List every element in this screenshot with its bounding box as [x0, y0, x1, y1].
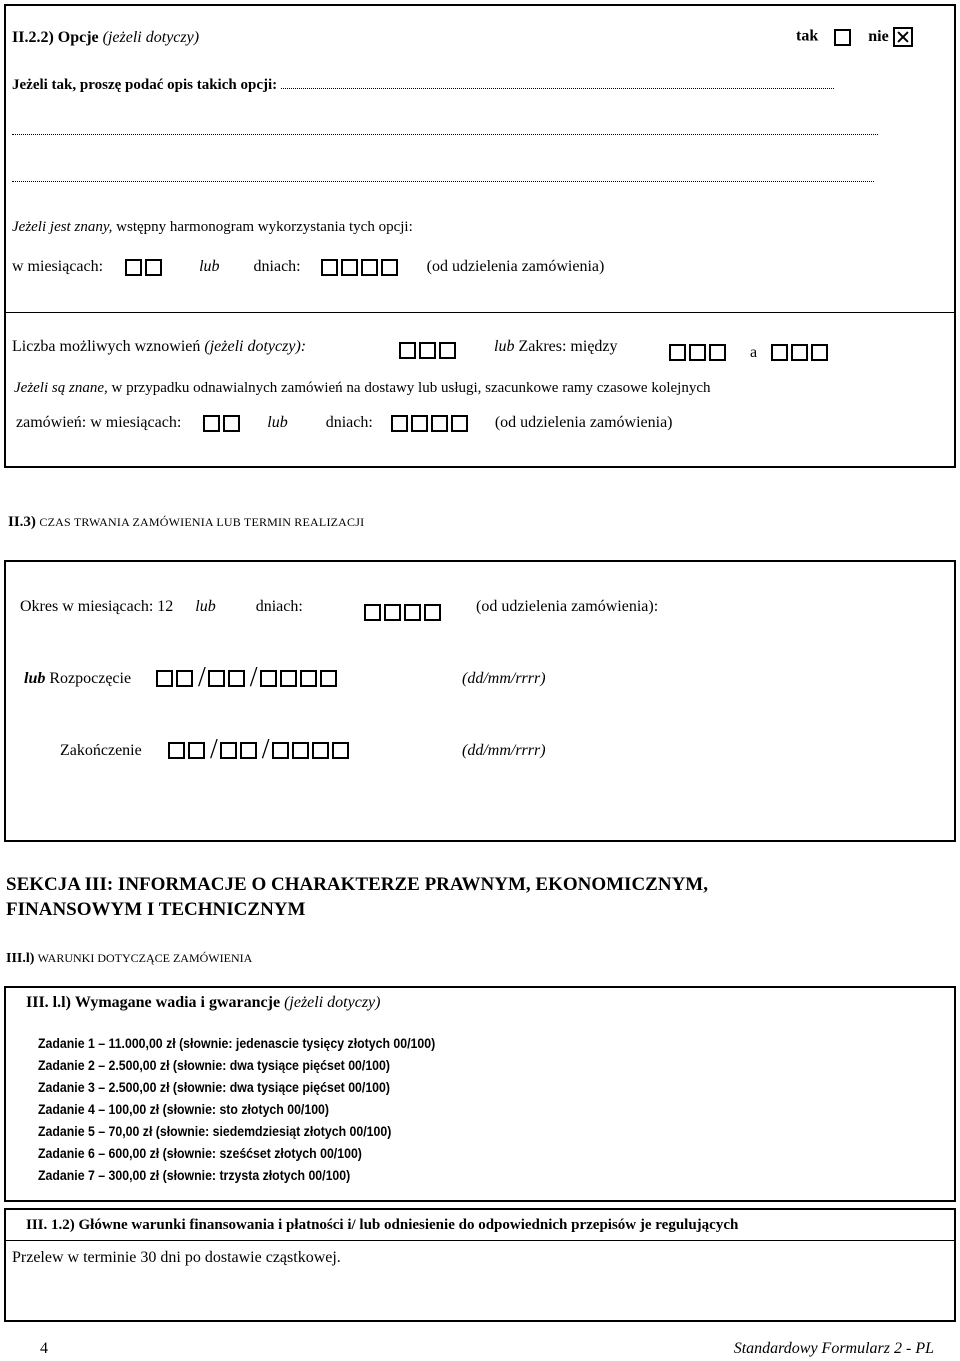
- schedule-from-award: (od udzielenia zamówienia): [426, 258, 605, 275]
- desc-fill-line-2[interactable]: [12, 123, 878, 135]
- options-box: [4, 4, 956, 468]
- start-lub: lub: [24, 670, 46, 687]
- deposits-label: Wymagane wadia i gwarancje: [74, 994, 281, 1011]
- payment-label: Główne warunki finansowania i płatności i/ lub odniesienie do odpowiednich przepisów je regulujących: [78, 1217, 739, 1233]
- date-separator: /: [261, 734, 270, 765]
- schedule-days-box[interactable]: [321, 259, 338, 276]
- end-year-box[interactable]: [332, 742, 349, 759]
- period-days-box[interactable]: [384, 604, 401, 621]
- schedule-days-box[interactable]: [381, 259, 398, 276]
- schedule-months-box[interactable]: [125, 259, 142, 276]
- tak-label: tak: [796, 27, 819, 45]
- start-month-box[interactable]: [208, 670, 225, 687]
- task-line-3: Zadanie 3 – 2.500,00 zł (słownie: dwa tysiące pięćset 00/100): [38, 1079, 390, 1095]
- payment-text: Przelew w terminie 30 dni po dostawie cząstkowej.: [12, 1249, 341, 1266]
- period-lub: lub: [195, 598, 216, 615]
- deposits-note: (jeżeli dotyczy): [284, 994, 381, 1011]
- period-days-box[interactable]: [364, 604, 381, 621]
- renewal-days-box[interactable]: [451, 415, 468, 432]
- range-from-boxes: [669, 344, 729, 361]
- schedule-days-box[interactable]: [341, 259, 358, 276]
- end-day-box[interactable]: [188, 742, 205, 759]
- nie-label: nie: [868, 27, 889, 45]
- end-year-box[interactable]: [292, 742, 309, 759]
- period-days-box[interactable]: [424, 604, 441, 621]
- renewal-italic: Jeżeli są znane,: [14, 380, 108, 396]
- period-from-award: (od udzielenia zamówienia):: [476, 598, 659, 615]
- nie-checkbox-checked[interactable]: [893, 27, 913, 47]
- options-desc-line: [12, 77, 834, 94]
- end-date-format: (dd/mm/rrrr): [462, 742, 546, 759]
- schedule-lub: lub: [199, 258, 220, 275]
- renewal-days-box[interactable]: [431, 415, 448, 432]
- renewals-line: [12, 338, 306, 356]
- start-label: Rozpoczęcie: [49, 670, 132, 687]
- range-to-box[interactable]: [791, 344, 808, 361]
- start-year-box[interactable]: [260, 670, 277, 687]
- payment-num: III. 1.2): [26, 1217, 75, 1233]
- section3-title-line2: FINANSOWYM I TECHNICZNYM: [6, 899, 306, 920]
- task-line-2: Zadanie 2 – 2.500,00 zł (słownie: dwa tysiące pięćset 00/100): [38, 1057, 390, 1073]
- task-line-6: Zadanie 6 – 600,00 zł (słownie: sześćset złotych 00/100): [38, 1145, 362, 1161]
- renewal-days-box[interactable]: [391, 415, 408, 432]
- task-line-5: Zadanie 5 – 70,00 zł (słownie: siedemdziesiąt złotych 00/100): [38, 1123, 392, 1139]
- start-year-box[interactable]: [280, 670, 297, 687]
- deposits-heading: [26, 994, 380, 1012]
- schedule-italic: Jeżeli jest znany,: [12, 219, 113, 235]
- options-divider: [6, 312, 954, 313]
- end-year-box[interactable]: [312, 742, 329, 759]
- end-label: Zakończenie: [60, 742, 142, 759]
- end-date-boxes: [168, 734, 352, 766]
- range-label: Zakres: między: [518, 338, 618, 355]
- duration-heading-num: II.3): [8, 514, 36, 530]
- renewal-period-line: [14, 380, 710, 397]
- start-line: [24, 670, 131, 688]
- renewals-box[interactable]: [399, 342, 416, 359]
- payment-heading: [26, 1217, 738, 1234]
- tak-nie-group: [796, 27, 913, 47]
- start-year-box[interactable]: [320, 670, 337, 687]
- options-desc-label: Jeżeli tak, proszę podać opis takich opcji:: [12, 77, 278, 93]
- range-to-box[interactable]: [811, 344, 828, 361]
- desc-fill-line-3-wrap: [12, 170, 874, 187]
- start-day-box[interactable]: [156, 670, 173, 687]
- options-heading-num: II.2.2): [12, 29, 54, 46]
- schedule-fields: [12, 258, 604, 276]
- period-line: [20, 598, 303, 616]
- range-from-box[interactable]: [669, 344, 686, 361]
- renewal-fields: [16, 414, 673, 432]
- schedule-days-label: dniach:: [253, 258, 301, 275]
- date-separator: /: [198, 662, 206, 693]
- page-number: 4: [40, 1340, 48, 1357]
- schedule-rest: wstępny harmonogram wykorzystania tych opcji:: [116, 219, 413, 235]
- renewal-rest: w przypadku odnawialnych zamówień na dostawy lub usługi, szacunkowe ramy czasowe kolejnych: [111, 380, 711, 396]
- schedule-months-box[interactable]: [145, 259, 162, 276]
- renewal-days-box[interactable]: [411, 415, 428, 432]
- renewal-months-label: zamówień: w miesiącach:: [16, 414, 182, 431]
- duration-heading: [8, 514, 364, 531]
- start-date-boxes: [156, 662, 340, 694]
- renewal-months-box[interactable]: [223, 415, 240, 432]
- end-day-box[interactable]: [168, 742, 185, 759]
- end-year-box[interactable]: [272, 742, 289, 759]
- period-days-box[interactable]: [404, 604, 421, 621]
- start-year-box[interactable]: [300, 670, 317, 687]
- deposits-num: III. l.l): [26, 994, 71, 1011]
- schedule-days-box[interactable]: [361, 259, 378, 276]
- form-name: Standardowy Formularz 2 - PL: [733, 1340, 934, 1357]
- options-heading-label: Opcje: [57, 29, 99, 46]
- period-months-value: 12: [157, 598, 174, 615]
- range-line: [494, 338, 618, 356]
- end-month-box[interactable]: [220, 742, 237, 759]
- section3-sub-label: WARUNKI DOTYCZĄCE ZAMÓWIENIA: [37, 951, 253, 965]
- renewals-box[interactable]: [419, 342, 436, 359]
- range-from-box[interactable]: [709, 344, 726, 361]
- renewals-label: Liczba możliwych wznowień: [12, 338, 201, 355]
- range-from-box[interactable]: [689, 344, 706, 361]
- section3-subheading: [6, 950, 252, 967]
- period-label: Okres w miesiącach:: [20, 598, 154, 615]
- task-line-1: Zadanie 1 – 11.000,00 zł (słownie: jedenascie tysięcy złotych 00/100): [38, 1035, 436, 1051]
- desc-fill-line-3[interactable]: [12, 170, 874, 182]
- period-days-label: dniach:: [255, 598, 303, 615]
- range-to-boxes: [771, 344, 831, 361]
- range-lub: lub: [494, 338, 515, 355]
- tak-checkbox[interactable]: [834, 29, 851, 46]
- task-line-7: Zadanie 7 – 300,00 zł (słownie: trzysta złotych 00/100): [38, 1167, 351, 1183]
- options-heading-note: (jeżeli dotyczy): [102, 29, 200, 46]
- desc-fill-line-2-wrap: [12, 123, 878, 140]
- end-month-box[interactable]: [240, 742, 257, 759]
- range-and: a: [750, 344, 758, 361]
- start-date-format: (dd/mm/rrrr): [462, 670, 546, 687]
- renewals-box[interactable]: [439, 342, 456, 359]
- section3-sub-num: III.l): [6, 951, 35, 966]
- schedule-months-label: w miesiącach:: [12, 258, 104, 275]
- renewal-days-label: dniach:: [325, 414, 373, 431]
- start-month-box[interactable]: [228, 670, 245, 687]
- date-separator: /: [210, 734, 218, 765]
- task-line-4: Zadanie 4 – 100,00 zł (słownie: sto złotych 00/100): [38, 1101, 330, 1117]
- schedule-line: [12, 219, 413, 236]
- renewals-note: (jeżeli dotyczy):: [204, 338, 307, 355]
- payment-divider: [6, 1240, 954, 1241]
- renewal-months-box[interactable]: [203, 415, 220, 432]
- section3-title-line1: SEKCJA III: INFORMACJE O CHARAKTERZE PRAWNYM, EKONOMICZNYM,: [6, 874, 708, 895]
- options-heading: [12, 29, 199, 47]
- renewals-boxes: [399, 342, 459, 359]
- renewal-from-award: (od udzielenia zamówienia): [494, 414, 673, 431]
- period-days-boxes: [364, 604, 444, 621]
- renewal-lub: lub: [267, 414, 288, 431]
- date-separator: /: [249, 662, 258, 693]
- desc-fill-line-1[interactable]: [281, 77, 834, 89]
- range-to-box[interactable]: [771, 344, 788, 361]
- duration-heading-label: CZAS TRWANIA ZAMÓWIENIA LUB TERMIN REALIZACJI: [39, 515, 365, 529]
- start-day-box[interactable]: [176, 670, 193, 687]
